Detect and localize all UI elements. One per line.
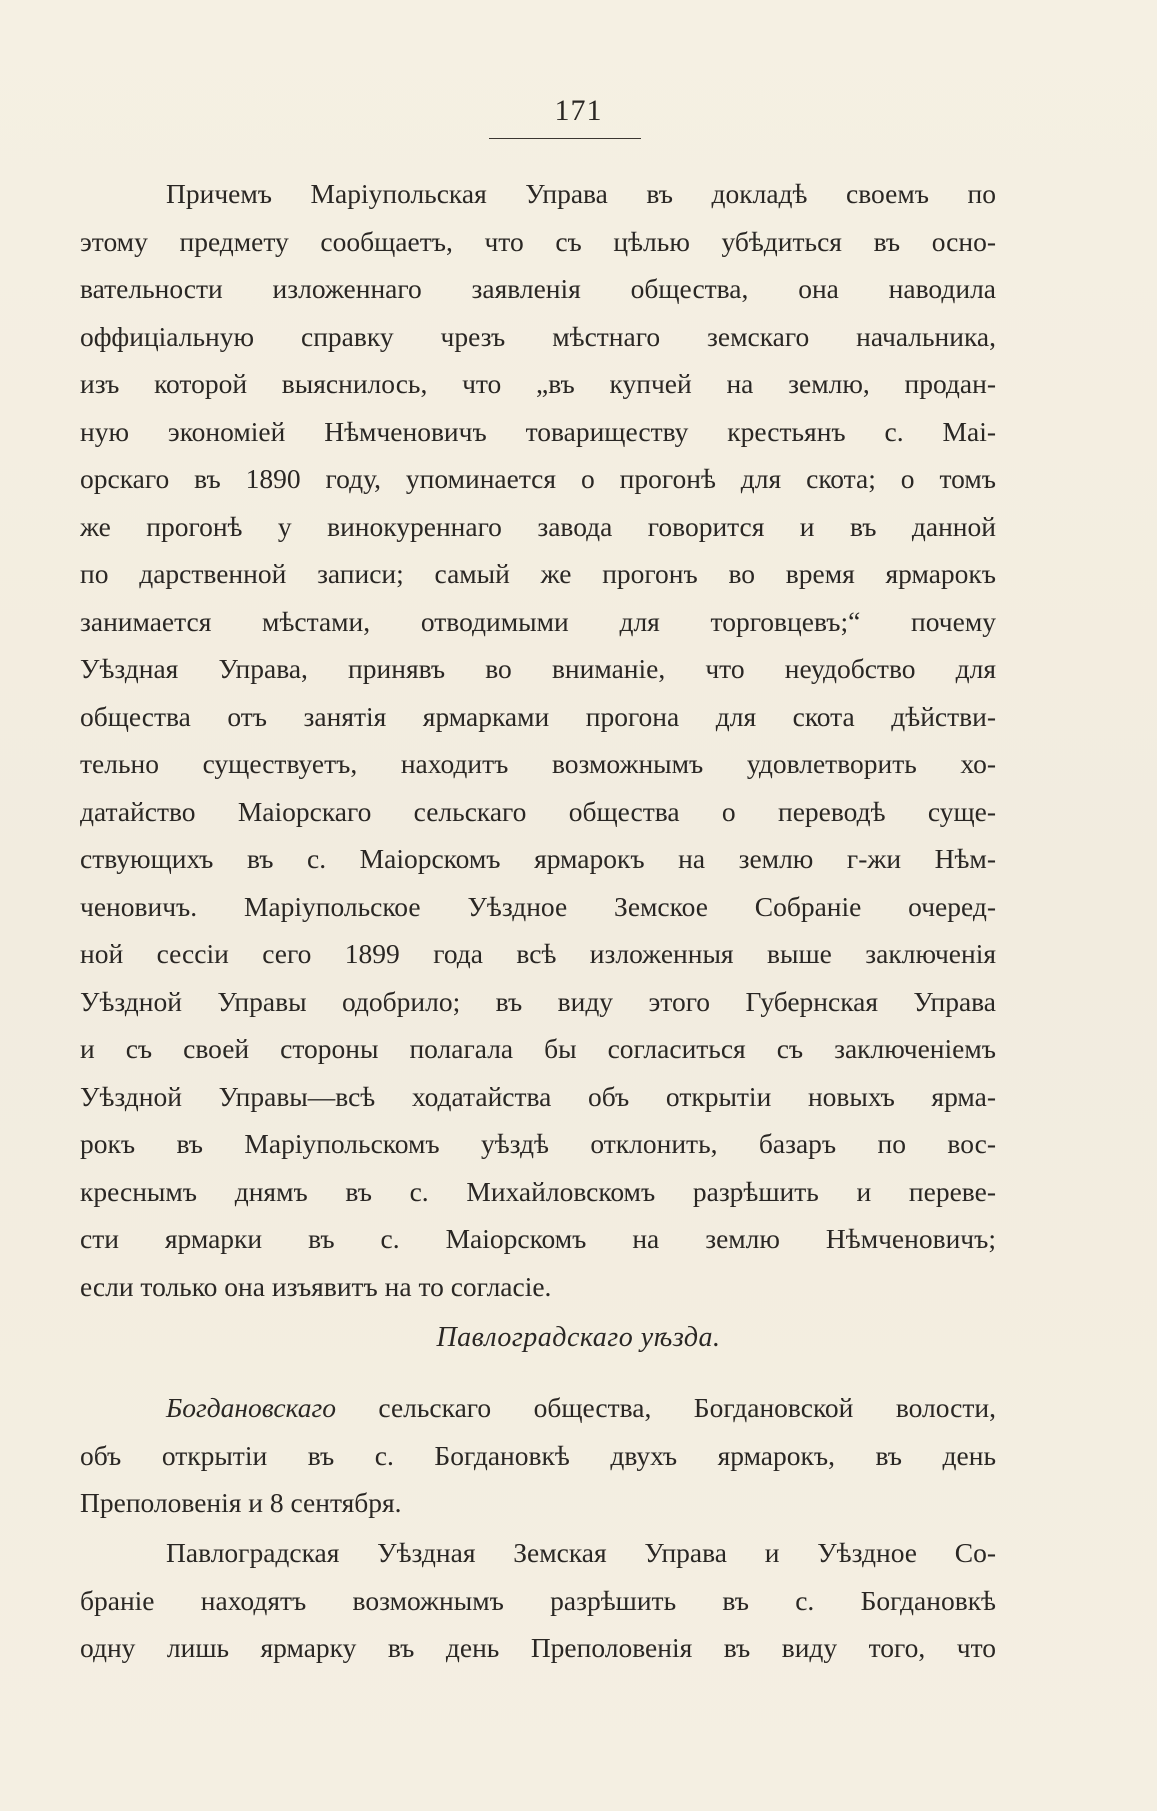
text-line: изъ которой выяснилось, что „въ купчей на землю, продан- (80, 368, 996, 399)
text-line: ную экономіей Нѣмченовичъ товариществу крестьянъ с. Маі- (80, 415, 996, 447)
page-number: 171 (554, 94, 603, 127)
text-line: вательности изложеннаго заявленія общества, она наводила (80, 273, 996, 304)
text-line: одну лишь ярмарку въ день Преполовенія въ виду того, что (80, 1632, 996, 1663)
text-line: сти ярмарки въ с. Маіорскомъ на землю Нѣмченовичъ; (80, 1223, 996, 1254)
italic-lead-word: Богдановскаго (166, 1392, 336, 1423)
text-line: Павлоградская Уѣздная Земская Управа и Уѣздное Со- (166, 1537, 996, 1568)
text-line: же прогонѣ у винокуреннаго завода говорится и въ данной (80, 510, 996, 542)
text-line: орскаго въ 1890 году, упоминается о прогонѣ для скота; о томъ (80, 463, 996, 494)
text-line: Уѣздная Управа, принявъ во вниманіе, что неудобство для (80, 653, 996, 684)
paragraph-mariupol (80, 170, 996, 1310)
text-line-lead (80, 1384, 996, 1432)
text-line: Уѣздной Управы—всѣ ходатайства объ открытіи новыхъ ярма- (80, 1080, 996, 1112)
lead-line-rest: сельскаго общества, Богдановской волости, (335, 1392, 996, 1423)
text-line: браніе находятъ возможнымъ разрѣшить въ с. Богдановкѣ (80, 1584, 996, 1616)
text-line: Уѣздной Управы одобрило; въ виду этого Губернская Управа (80, 985, 996, 1017)
text-line: ствующихъ въ с. Маіорскомъ ярмарокъ на землю г-жи Нѣм- (80, 843, 996, 874)
text-line: Причемъ Маріупольская Управа въ докладѣ своемъ по (166, 178, 996, 209)
paragraph-pavlograd-decision (80, 1529, 996, 1672)
page-number-rule (489, 138, 641, 139)
text-line: ченовичъ. Маріупольское Уѣздное Земское Собраніе очеред- (80, 890, 996, 922)
text-line: креснымъ днямъ въ с. Михайловскомъ разрѣшить и переве- (80, 1175, 996, 1207)
text-line: по дарственной записи; самый же прогонъ во время ярмарокъ (80, 558, 996, 589)
text-line: рокъ въ Маріупольскомъ уѣздѣ отклонить, базаръ по вос- (80, 1128, 996, 1159)
paragraph-bogdanovka (80, 1384, 996, 1527)
text-line: ной сессіи сего 1899 года всѣ изложенныя выше заключенія (80, 938, 996, 969)
text-line: и съ своей стороны полагала бы согласиться съ заключеніемъ (80, 1033, 996, 1064)
text-line: объ открытіи въ с. Богдановкѣ двухъ ярмарокъ, въ день (80, 1439, 996, 1471)
text-line: датайство Маіорскаго сельскаго общества о переводѣ суще- (80, 795, 996, 827)
text-line: оффиціальную справку чрезъ мѣстнаго земскаго начальника, (80, 320, 996, 352)
text-line: Преполовенія и 8 сентября. (80, 1487, 402, 1518)
section-heading: Павлоградскаго уѣзда. (436, 1322, 721, 1353)
text-line: общества отъ занятія ярмарками прогона для скота дѣйстви- (80, 700, 996, 732)
text-line: этому предмету сообщаетъ, что съ цѣлью убѣдиться въ осно- (80, 225, 996, 257)
text-line: тельно существуетъ, находитъ возможнымъ удовлетворить хо- (80, 748, 996, 779)
text-line: занимается мѣстами, отводимыми для торговцевъ;“ почему (80, 605, 996, 637)
text-line: если только она изъявитъ на то согласіе. (80, 1270, 552, 1302)
